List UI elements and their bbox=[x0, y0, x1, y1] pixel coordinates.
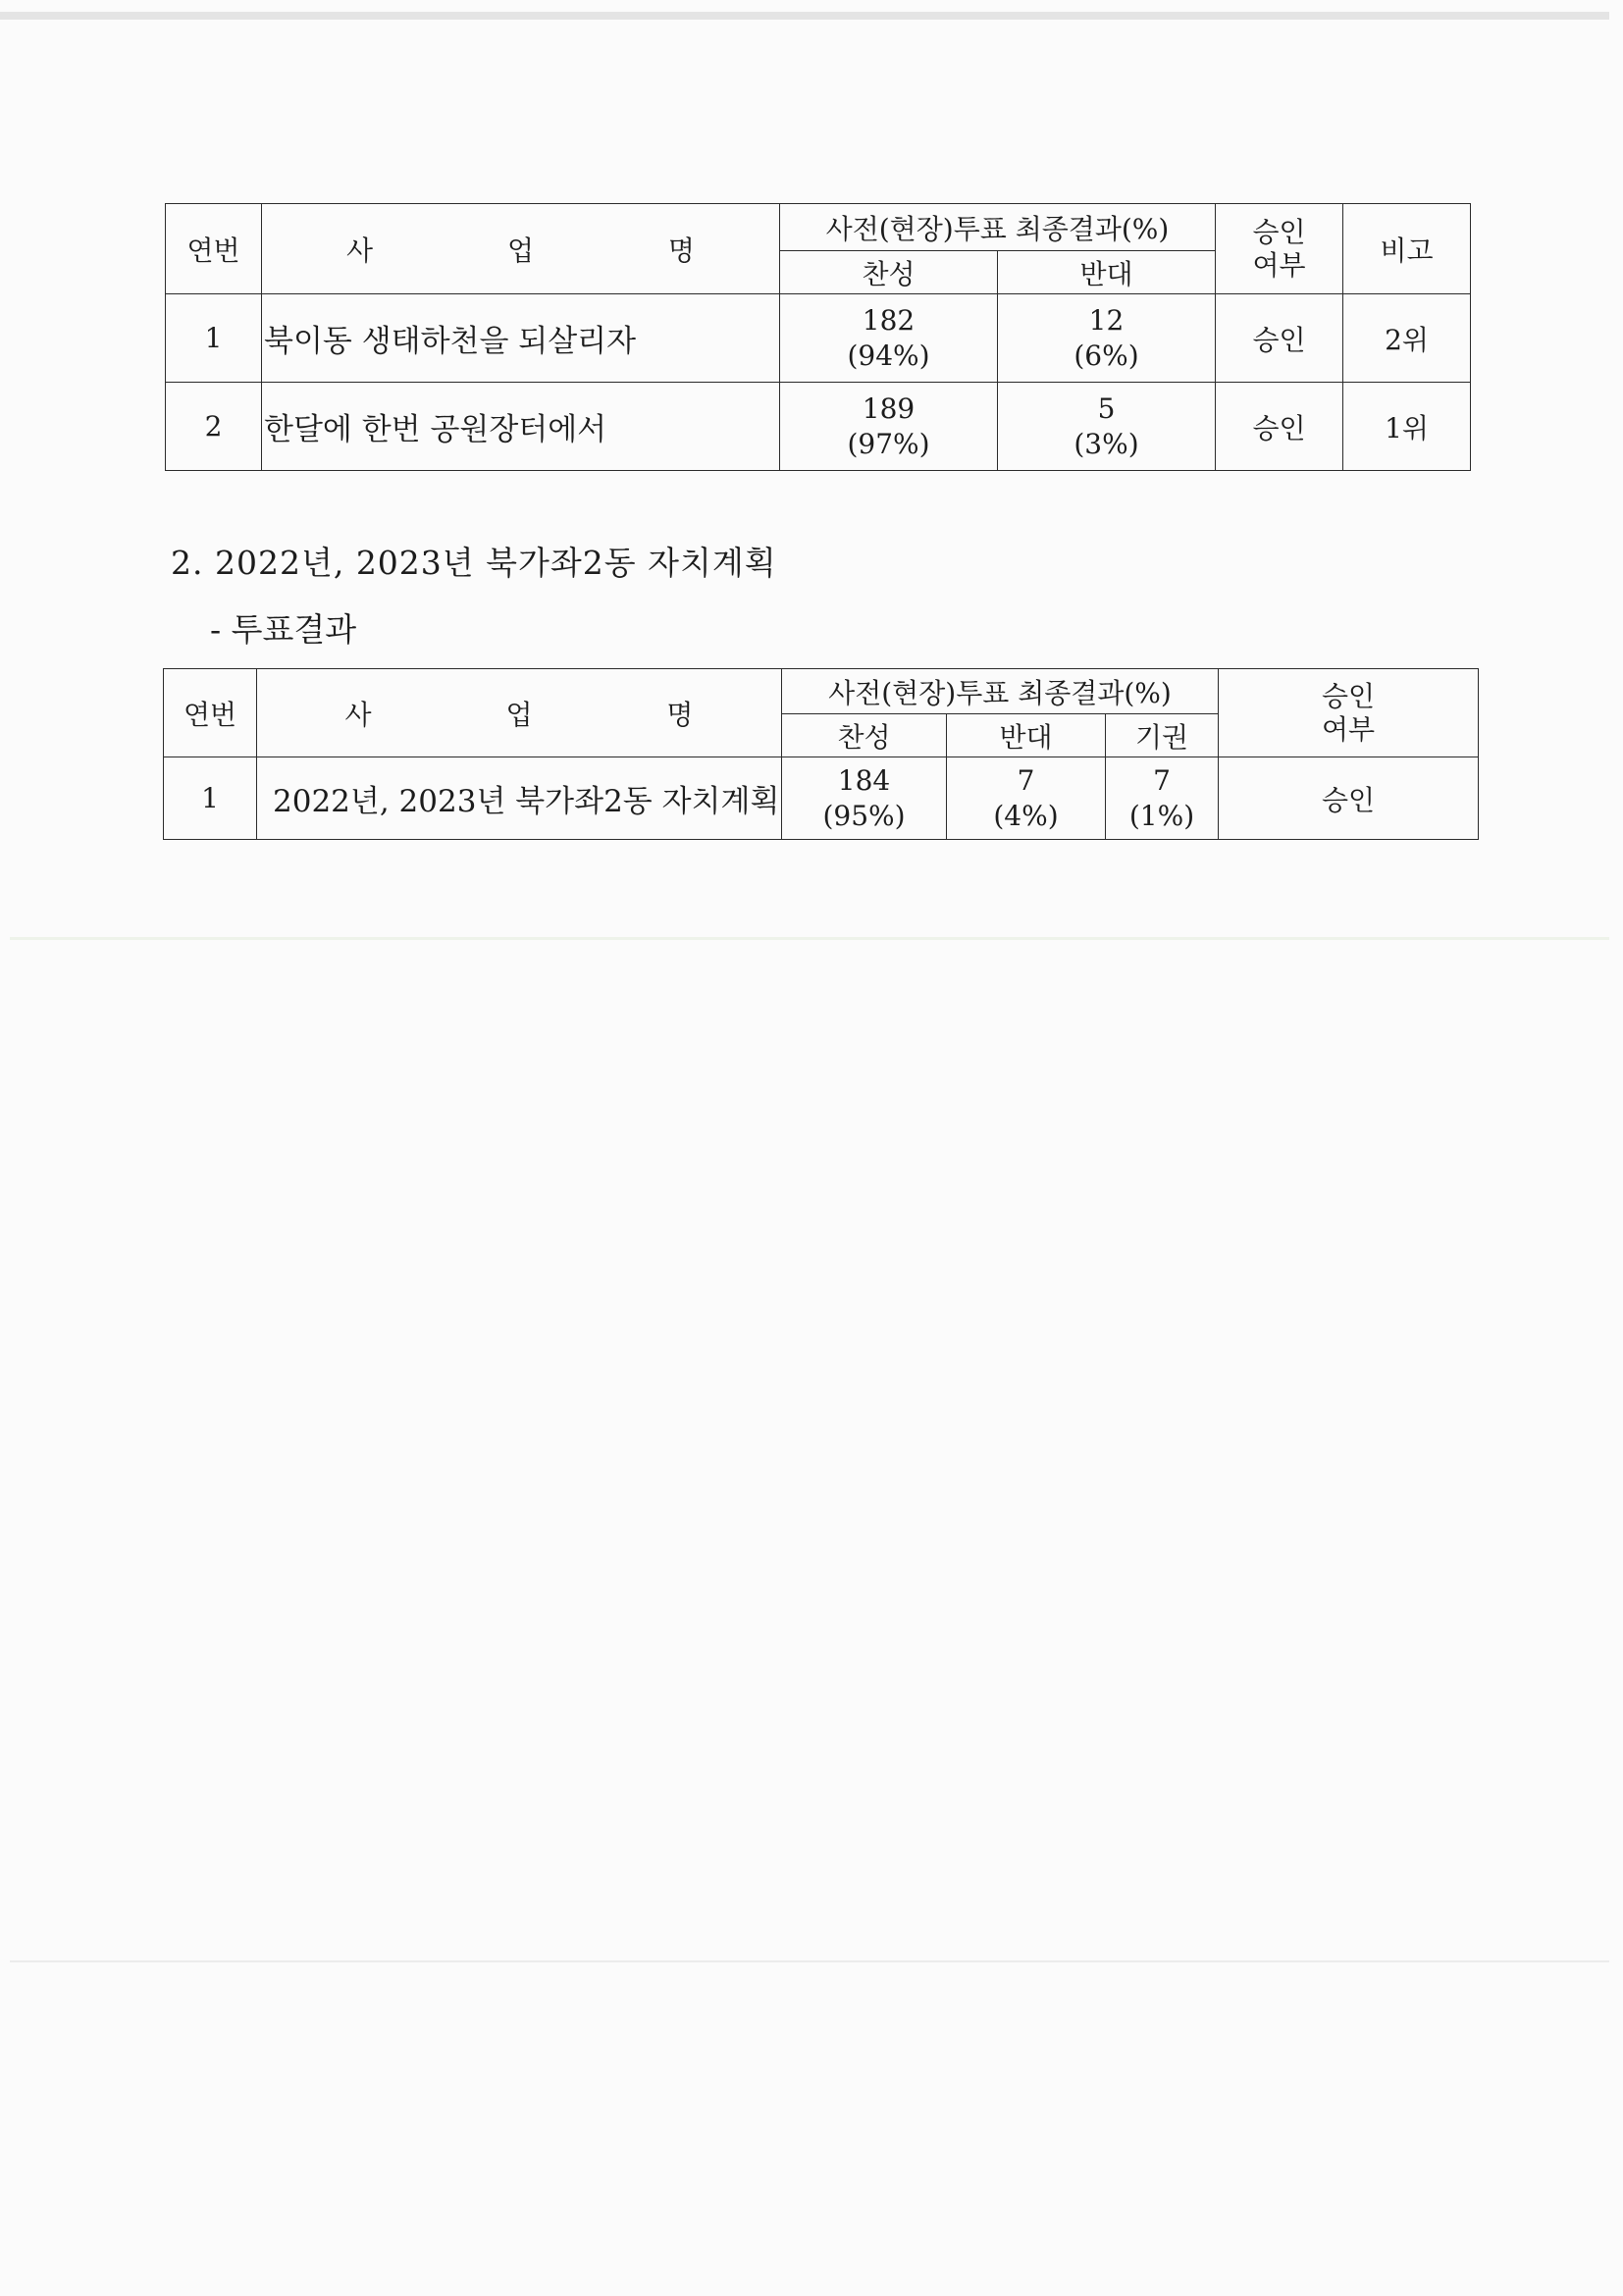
header-vote-result: 사전(현장)투표 최종결과(%) bbox=[780, 204, 1216, 251]
section-subtitle: - 투표결과 bbox=[210, 610, 357, 649]
scan-seam bbox=[10, 937, 1609, 940]
row-against: 5 (3%) bbox=[998, 383, 1216, 471]
row-no: 1 bbox=[164, 757, 257, 840]
header-vote-result: 사전(현장)투표 최종결과(%) bbox=[782, 669, 1219, 714]
header-approval: 승인 여부 bbox=[1219, 669, 1479, 757]
table-row bbox=[164, 757, 1479, 840]
row-approval: 승인 bbox=[1216, 294, 1343, 383]
row-yes: 189 (97%) bbox=[780, 383, 998, 471]
row-project-name: 북이동 생태하천을 되살리자 bbox=[262, 294, 780, 383]
header-approval: 승인 여부 bbox=[1216, 204, 1343, 294]
header-project-name: 사 업 명 bbox=[257, 669, 782, 757]
table-row bbox=[166, 383, 1471, 471]
row-approval: 승인 bbox=[1219, 757, 1479, 840]
row-note: 1위 bbox=[1343, 383, 1471, 471]
scan-edge-top bbox=[0, 12, 1609, 20]
row-against: 7 (4%) bbox=[947, 757, 1106, 840]
row-no: 2 bbox=[166, 383, 262, 471]
header-against: 반대 bbox=[998, 251, 1216, 294]
header-no: 연번 bbox=[164, 669, 257, 757]
header-project-name: 사 업 명 bbox=[262, 204, 780, 294]
scan-edge-bottom bbox=[10, 1960, 1609, 1962]
row-project-name: 한달에 한번 공원장터에서 bbox=[262, 383, 780, 471]
header-abstain: 기권 bbox=[1106, 714, 1219, 757]
header-yes: 찬성 bbox=[782, 714, 947, 757]
row-approval: 승인 bbox=[1216, 383, 1343, 471]
header-yes: 찬성 bbox=[780, 251, 998, 294]
header-note: 비고 bbox=[1343, 204, 1471, 294]
header-against: 반대 bbox=[947, 714, 1106, 757]
vote-result-table-1 bbox=[165, 203, 1471, 471]
header-no: 연번 bbox=[166, 204, 262, 294]
row-yes: 184 (95%) bbox=[782, 757, 947, 840]
row-note: 2위 bbox=[1343, 294, 1471, 383]
row-yes: 182 (94%) bbox=[780, 294, 998, 383]
row-no: 1 bbox=[166, 294, 262, 383]
table-row bbox=[166, 294, 1471, 383]
section-title: 2. 2022년, 2023년 북가좌2동 자치계획 bbox=[171, 544, 777, 582]
vote-result-table-2 bbox=[163, 668, 1479, 840]
row-project-name: 2022년, 2023년 북가좌2동 자치계획 bbox=[257, 757, 782, 840]
row-abstain: 7 (1%) bbox=[1106, 757, 1219, 840]
row-against: 12 (6%) bbox=[998, 294, 1216, 383]
